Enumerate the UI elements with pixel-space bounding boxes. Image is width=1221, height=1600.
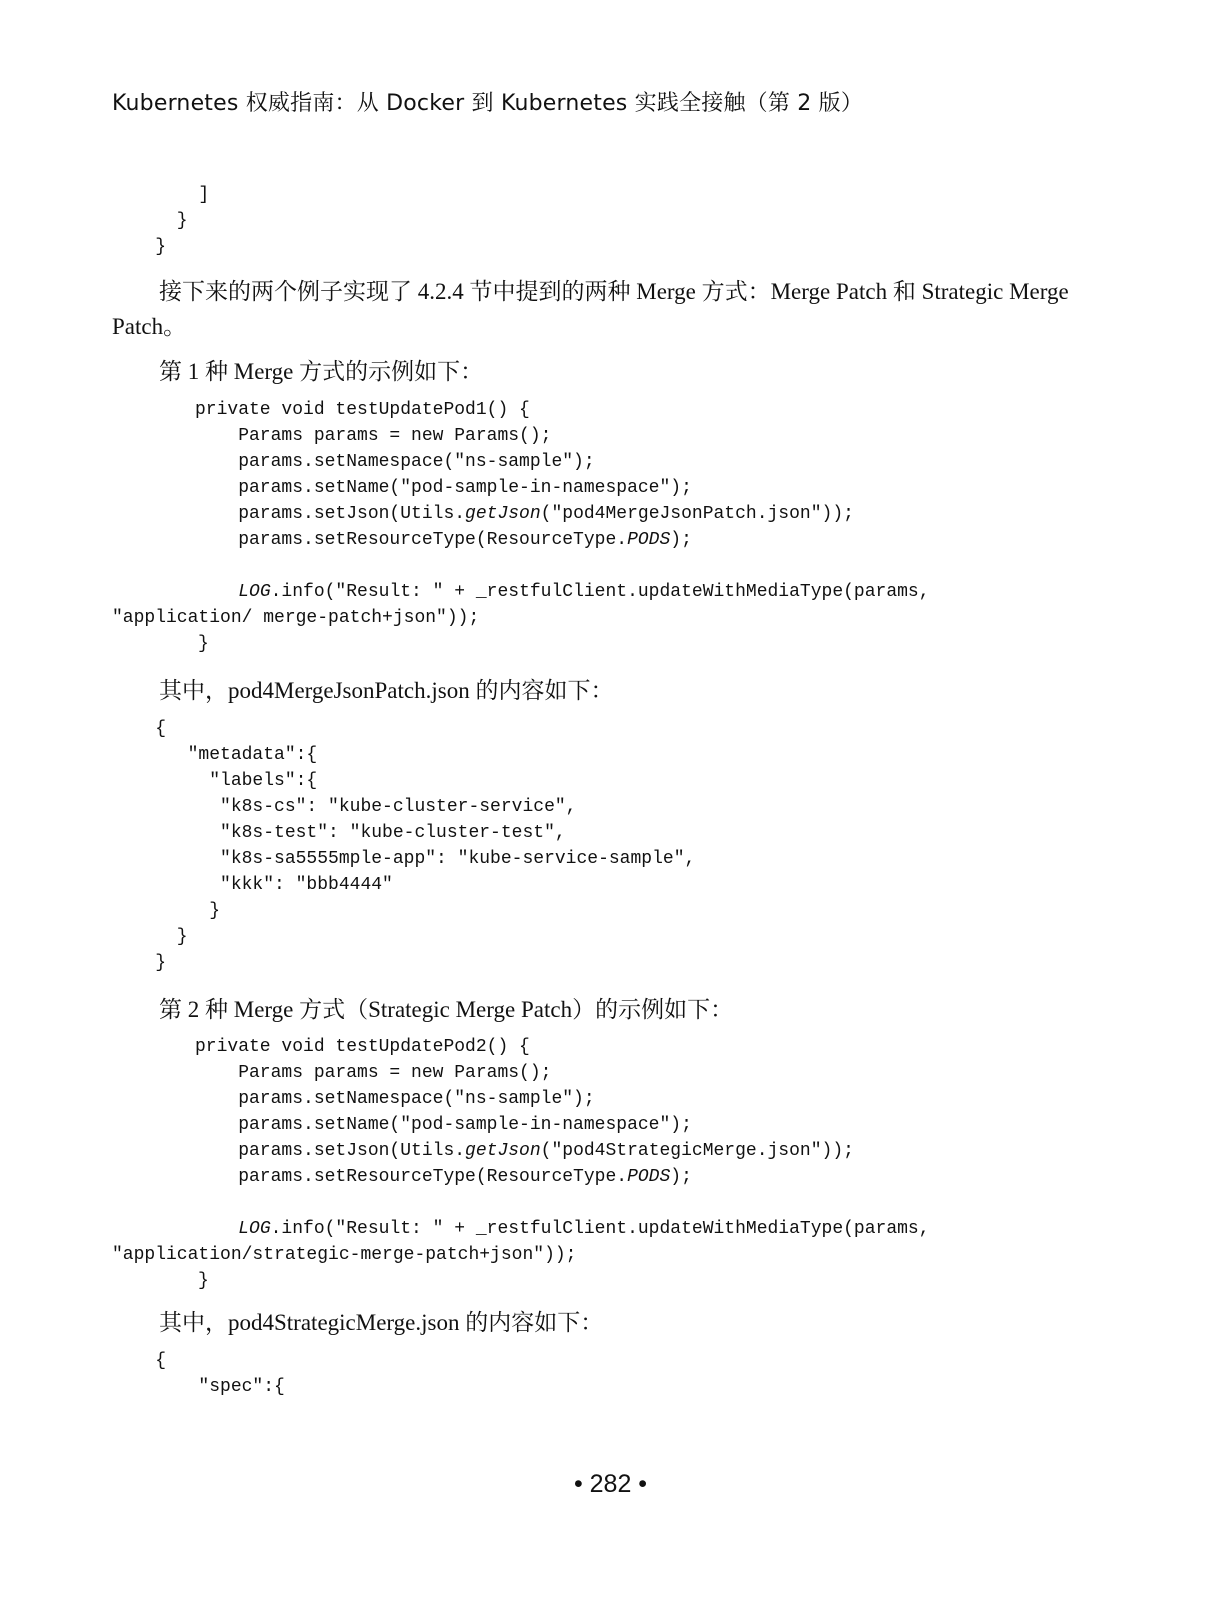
- code-line: private void testUpdatePod1() {: [195, 400, 530, 420]
- code-segment: params.setResourceType(ResourceType.: [195, 530, 628, 550]
- code-italic-segment: getJson: [465, 504, 541, 524]
- code-italic-segment: PODS: [627, 530, 671, 550]
- example1-heading: 第 1 种 Merge 方式的示例如下：: [159, 359, 484, 384]
- json1-intro: 其中，pod4MergeJsonPatch.json 的内容如下：: [159, 678, 614, 703]
- code-segment: ("pod4MergeJsonPatch.json"));: [540, 504, 854, 524]
- code-italic-segment: PODS: [627, 1167, 671, 1187]
- json2-intro: 其中，pod4StrategicMerge.json 的内容如下：: [159, 1310, 604, 1335]
- code-line: [112, 1141, 854, 1161]
- code-line: [112, 582, 930, 602]
- code-segment: .info("Result: " + _restfulClient.updateWithMediaType(params,: [270, 1219, 930, 1239]
- code-line: [112, 1167, 692, 1187]
- code-segment: [195, 1219, 238, 1239]
- code-line: private void testUpdatePod2() {: [195, 1037, 530, 1057]
- code-line: [112, 530, 692, 550]
- code-italic-segment: getJson: [465, 1141, 541, 1161]
- code-italic-segment: LOG: [238, 582, 271, 602]
- code-line: params.setNamespace("ns-sample");: [195, 452, 595, 472]
- code-segment: );: [670, 530, 692, 550]
- running-header: Kubernetes 权威指南：从 Docker 到 Kubernetes 实践全接触（第 2 版）: [112, 91, 864, 116]
- code-line: params.setNamespace("ns-sample");: [195, 1089, 595, 1109]
- code-segment: );: [670, 1167, 692, 1187]
- code-line: [112, 1219, 930, 1239]
- code-segment: [195, 582, 238, 602]
- code-line: params.setName("pod-sample-in-namespace");: [195, 1115, 692, 1135]
- code-segment: params.setResourceType(ResourceType.: [195, 1167, 628, 1187]
- code-block-json1: { "metadata":{ "labels":{ "k8s-cs": "kube-cluster-service", "k8s-test": "kube-cluster-test", "k8s-sa5555mple-app": "kube-service-sample", "kkk": "bbb4444" } } }: [155, 719, 696, 973]
- code-line: [112, 504, 854, 524]
- code-line: Params params = new Params();: [195, 426, 552, 446]
- code-segment: .info("Result: " + _restfulClient.updateWithMediaType(params,: [270, 582, 930, 602]
- code-block-example1: [112, 397, 930, 657]
- code-line: "application/strategic-merge-patch+json"));: [112, 1245, 577, 1265]
- code-block-json2: { "spec":{: [155, 1351, 285, 1397]
- code-line: Params params = new Params();: [195, 1063, 552, 1083]
- code-segment: ("pod4StrategicMerge.json"));: [540, 1141, 854, 1161]
- page-number: • 282 •: [573, 1470, 648, 1498]
- intro-paragraph: 接下来的两个例子实现了 4.2.4 节中提到的两种 Merge 方式：Merge Patch 和 Strategic Merge Patch。: [112, 279, 1069, 339]
- code-line: params.setName("pod-sample-in-namespace");: [195, 478, 692, 498]
- example2-heading: 第 2 种 Merge 方式（Strategic Merge Patch）的示例如下：: [159, 997, 734, 1022]
- code-block-example2: [112, 1034, 930, 1294]
- code-line: }: [198, 634, 209, 654]
- code-italic-segment: LOG: [238, 1219, 271, 1239]
- code-block-closing-brackets: ] } }: [155, 185, 210, 257]
- code-line: "application/ merge-patch+json"));: [112, 608, 480, 628]
- code-segment: params.setJson(Utils.: [195, 1141, 466, 1161]
- code-line: }: [198, 1271, 209, 1291]
- code-segment: params.setJson(Utils.: [195, 504, 466, 524]
